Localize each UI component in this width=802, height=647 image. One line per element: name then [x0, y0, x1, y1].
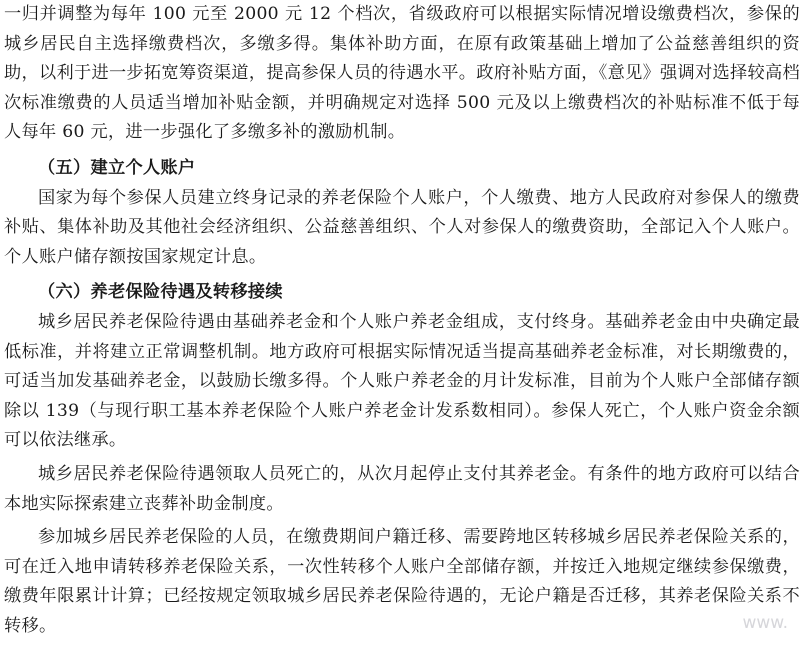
document-page: [4, 0, 800, 641]
section-6-paragraph-1: 城乡居民养老保险待遇由基础养老金和个人账户养老金组成，支付终身。基础养老金由中央确定最低标准，并将建立正常调整机制。地方政府可根据实际情况适当提高基础养老金标准，对长期缴费的，可适当加发基础养老金，以鼓励长缴多得。个人账户养老金的月计发标准，目前为个人账户全部储存额除以 139（与现行职工基本养老保险个人账户养老金计发系数相同）。参保人死亡，个人账户资金余额可以依法继承。: [4, 311, 800, 451]
section-heading-6: （六）养老保险待遇及转移接续: [38, 282, 283, 303]
section-heading-5: （五）建立个人账户: [38, 157, 196, 178]
section-6-paragraph-2: 城乡居民养老保险待遇领取人员死亡的，从次月起停止支付其养老金。有条件的地方政府可以结合本地实际探索建立丧葬补助金制度。: [4, 463, 800, 514]
section-5-paragraph: 国家为每个参保人员建立终身记录的养老保险个人账户，个人缴费、地方人民政府对参保人的缴费补贴、集体补助及其他社会经济组织、公益慈善组织、个人对参保人的缴费资助，全部记入个人账户。个人账户储存额按国家规定计息。: [4, 187, 800, 267]
intro-paragraph: 一归并调整为每年 100 元至 2000 元 12 个档次，省级政府可以根据实际情况增设缴费档次，参保的城乡居民自主选择缴费档次，多缴多得。集体补助方面，在原有政策基础上增加了公益慈善组织的资助，以利于进一步拓宽筹资渠道，提高参保人员的待遇水平。政府补贴方面，《意见》强调对选择较高档次标准缴费的人员适当增加补贴金额，并明确规定对选择 500 元及以上缴费档次的补贴标准不低于每人每年 60 元，进一步强化了多缴多补的激励机制。: [4, 4, 800, 143]
watermark: www.: [742, 613, 788, 633]
section-6-paragraph-3: 参加城乡居民养老保险的人员，在缴费期间户籍迁移、需要跨地区转移城乡居民养老保险关系的，可在迁入地申请转移养老保险关系，一次性转移个人账户全部储存额，并按迁入地规定继续参保缴费，缴费年限累计计算；已经按规定领取城乡居民养老保险待遇的，无论户籍是否迁移，其养老保险关系不转移。: [4, 527, 800, 636]
